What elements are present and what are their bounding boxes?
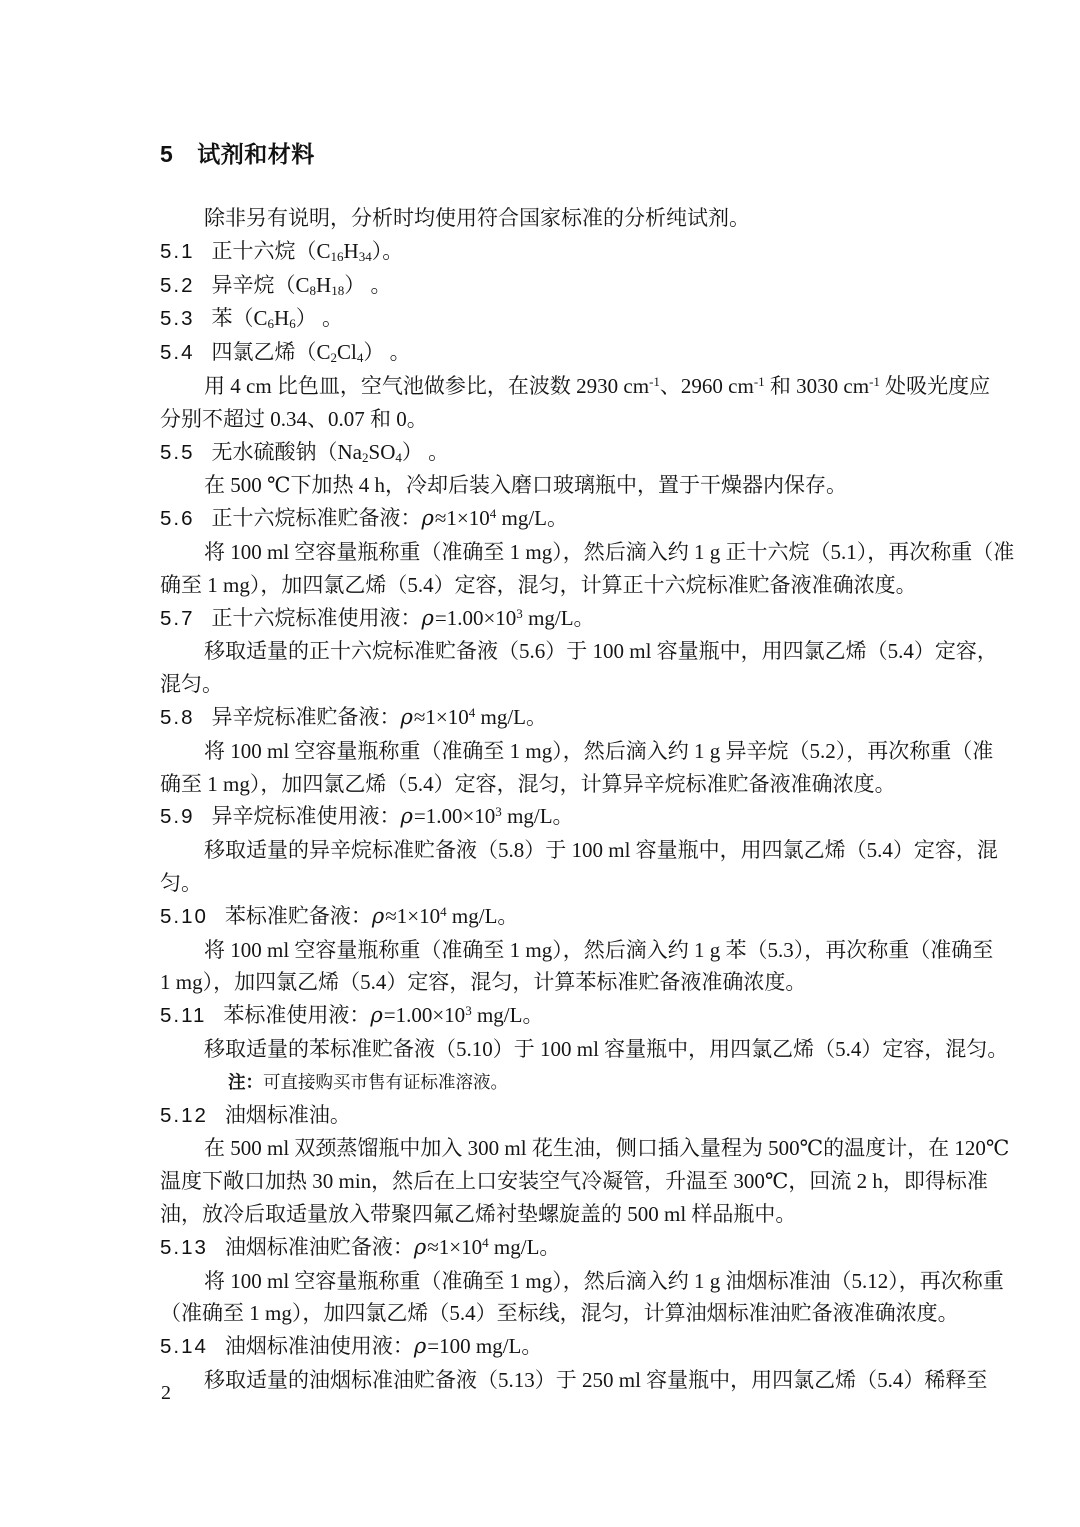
text-run: ）。 [371, 238, 404, 263]
text-run: ） 。 [363, 340, 411, 365]
clause-5.4 [160, 336, 928, 370]
clause-number: 5.6 [160, 507, 195, 531]
text-run: ≈1×10 [427, 1234, 483, 1259]
text-run: mg/L。 [471, 1003, 544, 1028]
text-run: 匀。 [160, 870, 202, 895]
text-run: mg/L。 [522, 605, 595, 630]
text-run: mg/L。 [488, 1234, 561, 1259]
text-run: 四氯乙烯（C [211, 340, 331, 365]
text-run: =100 mg/L。 [427, 1334, 543, 1359]
text-run: 在 500 ml 双颈蒸馏瓶中加入 300 ml 花生油，侧口插入量程为 500℃的温度计，在 120℃ [204, 1136, 1010, 1161]
text-run: 异辛烷标准使用液： [211, 804, 401, 829]
text-line [160, 370, 991, 403]
clause-number: 5.14 [160, 1335, 208, 1359]
text-run: 正十六烷标准贮备液： [211, 506, 422, 531]
text-line [160, 834, 998, 867]
rho-symbol: ρ [413, 1234, 427, 1259]
text-line [160, 1297, 959, 1330]
text-line [160, 635, 998, 668]
text-run: 分别不超过 0.34、0.07 和 0。 [160, 406, 428, 431]
text-line [160, 1033, 1009, 1066]
page-number: 2 [161, 1382, 171, 1404]
text-run: 苯（C [211, 306, 268, 331]
section-heading [160, 136, 928, 169]
rho-symbol: ρ [400, 704, 413, 729]
text-run: ≈1×10 [434, 506, 490, 531]
clause-5.3 [160, 302, 928, 336]
text-run: 油，放冷后取适量放入带聚四氟乙烯衬垫螺旋盖的 500 ml 样品瓶中。 [160, 1201, 797, 1226]
text-run: 移取适量的正十六烷标准贮备液（5.6）于 100 ml 容量瓶中，用四氯乙烯（5.4）定容， [204, 639, 998, 664]
subscript: 18 [331, 282, 345, 298]
clause-5.9 [160, 800, 928, 834]
clause-number: 5.3 [160, 307, 195, 331]
superscript: -1 [753, 373, 765, 389]
clause-number: 5.9 [160, 805, 195, 829]
text-run: 正十六烷标准使用液： [211, 605, 422, 630]
clause-number: 5.7 [160, 606, 195, 630]
text-run: 将 100 ml 空容量瓶称重（准确至 1 mg），然后滴入约 1 g 苯（5.3），再次称重（准确至 [204, 937, 994, 962]
text-run: 在 500 ℃下加热 4 h，冷却后装入磨口玻璃瓶中，置于干燥器内保存。 [204, 473, 847, 498]
text-run: 用 4 cm 比色皿，空气池做参比，在波数 2930 cm [204, 373, 650, 398]
section-number: 5 [160, 141, 174, 167]
text-run: =1.00×10 [434, 605, 517, 630]
text-run: 正十六烷（C [211, 238, 331, 263]
text-run: ≈1×10 [413, 704, 469, 729]
text-run: H [274, 306, 290, 331]
text-run: H [343, 238, 359, 263]
text-line [160, 1132, 1010, 1165]
text-run: 1 mg），加四氯乙烯（5.4）定容，混匀，计算苯标准贮备液准确浓度。 [160, 970, 807, 995]
text-line [160, 469, 928, 502]
subscript: 6 [267, 316, 275, 332]
clause-5.6 [160, 502, 928, 536]
subscript: 2 [330, 350, 338, 366]
text-line [160, 1364, 988, 1397]
text-line [160, 1198, 928, 1231]
text-run: 混匀。 [160, 672, 223, 697]
clause-5.14 [160, 1330, 928, 1364]
note-label: 注： [228, 1071, 263, 1092]
clause-number: 5.4 [160, 341, 195, 365]
text-run: 确至 1 mg），加四氯乙烯（5.4）定容，混匀，计算异辛烷标准贮备液准确浓度。 [160, 771, 896, 796]
text-run: =1.00×10 [383, 1003, 466, 1028]
rho-symbol: ρ [413, 1334, 427, 1359]
text-run: ≈1×10 [385, 903, 441, 928]
text-run: 除非另有说明，分析时均使用符合国家标准的分析纯试剂。 [204, 206, 750, 230]
text-run: 、2960 cm [659, 373, 754, 398]
clause-5.2 [160, 269, 928, 303]
section-title: 试剂和材料 [197, 141, 315, 167]
text-run: 可直接购买市售有证标准溶液。 [263, 1071, 508, 1092]
text-run: ） 。 [295, 306, 343, 331]
subscript: 4 [395, 449, 402, 465]
text-line [160, 569, 928, 602]
text-line [160, 202, 928, 235]
clause-5.5 [160, 436, 928, 470]
note-line [160, 1066, 928, 1099]
text-run: 异辛烷（C [211, 272, 310, 297]
text-run: 将 100 ml 空容量瓶称重（准确至 1 mg），然后滴入约 1 g 油烟标准油（5.12），再次称重 [204, 1268, 1004, 1293]
subscript: 6 [289, 316, 296, 332]
text-run: =1.00×10 [413, 804, 496, 829]
text-run: 无水硫酸钠（Na [211, 439, 362, 464]
text-run: 移取适量的异辛烷标准贮备液（5.8）于 100 ml 容量瓶中，用四氯乙烯（5.4）定容，混 [204, 838, 998, 863]
superscript: -1 [869, 373, 880, 389]
superscript: 4 [489, 506, 497, 522]
subscript: 34 [358, 248, 372, 264]
rho-symbol: ρ [371, 903, 385, 928]
text-run: 异辛烷标准贮备液： [211, 704, 401, 729]
clause-number: 5.13 [160, 1235, 208, 1259]
superscript: 4 [468, 704, 476, 720]
text-run: mg/L。 [496, 506, 568, 531]
clause-5.13 [160, 1231, 928, 1265]
rho-symbol: ρ [421, 605, 434, 630]
text-run: ） 。 [401, 439, 450, 464]
text-run: 将 100 ml 空容量瓶称重（准确至 1 mg），然后滴入约 1 g 异辛烷（5.2），再次称重（准 [204, 738, 994, 763]
clause-5.8 [160, 701, 928, 735]
text-line [160, 536, 1015, 569]
text-run: 处吸光度应 [879, 373, 991, 398]
superscript: 3 [516, 605, 523, 621]
clause-number: 5.10 [160, 904, 208, 928]
subscript: 2 [362, 449, 369, 465]
subscript: 8 [309, 282, 317, 298]
subscript: 16 [330, 248, 344, 264]
clause-number: 5.8 [160, 705, 195, 729]
clause-5.12 [160, 1099, 928, 1133]
text-run: ） 。 [344, 272, 392, 297]
document-content [160, 136, 1015, 1397]
text-run: mg/L。 [475, 704, 547, 729]
text-run: （准确至 1 mg），加四氯乙烯（5.4）至标线，混匀，计算油烟标准油贮备液准确浓度。 [160, 1301, 959, 1326]
clause-number: 5.11 [160, 1004, 207, 1028]
rho-symbol: ρ [421, 506, 434, 531]
document-body [160, 202, 1015, 1397]
clause-5.1 [160, 235, 928, 269]
text-line [160, 403, 928, 436]
text-run: mg/L。 [446, 903, 519, 928]
superscript: 4 [440, 903, 447, 919]
clause-5.7 [160, 602, 928, 636]
text-run: 油烟标准油贮备液： [224, 1234, 414, 1259]
text-run: Cl [337, 340, 357, 365]
text-line [160, 735, 994, 768]
text-line [160, 934, 994, 967]
text-run: 温度下敞口加热 30 min，然后在上口安装空气冷凝管，升温至 300℃，回流 2 h，即得标准 [160, 1169, 988, 1194]
clause-number: 5.2 [160, 273, 195, 297]
text-run: 苯标准贮备液： [224, 903, 372, 928]
clause-5.10 [160, 900, 928, 934]
clause-number: 5.5 [160, 440, 195, 464]
clause-5.11 [160, 999, 928, 1033]
text-run: 和 3030 cm [764, 373, 870, 398]
subscript: 4 [356, 350, 364, 366]
text-run: 油烟标准油使用液： [224, 1334, 414, 1359]
superscript: 3 [465, 1003, 472, 1019]
text-run: 确至 1 mg），加四氯乙烯（5.4）定容，混匀，计算正十六烷标准贮备液准确浓度。 [160, 572, 917, 597]
text-run: 油烟标准油。 [224, 1102, 351, 1127]
text-line [160, 867, 928, 900]
text-run: 苯标准使用液： [223, 1003, 371, 1028]
text-run: SO [368, 439, 396, 464]
rho-symbol: ρ [370, 1003, 383, 1028]
superscript: -1 [649, 373, 660, 389]
text-run: H [316, 272, 332, 297]
superscript: 4 [482, 1234, 489, 1250]
superscript: 3 [495, 804, 502, 820]
text-line [160, 966, 928, 999]
text-line [160, 1165, 988, 1198]
text-line [160, 768, 928, 801]
rho-symbol: ρ [400, 804, 413, 829]
text-line [160, 1265, 1004, 1298]
text-run: 移取适量的油烟标准油贮备液（5.13）于 250 ml 容量瓶中，用四氯乙烯（5.4）稀释至 [204, 1367, 988, 1392]
text-run: 将 100 ml 空容量瓶称重（准确至 1 mg），然后滴入约 1 g 正十六烷（5.1），再次称重（准 [204, 539, 1015, 564]
text-run: 移取适量的苯标准贮备液（5.10）于 100 ml 容量瓶中，用四氯乙烯（5.4）定容，混匀。 [204, 1036, 1009, 1061]
text-run: mg/L。 [501, 804, 574, 829]
clause-number: 5.1 [160, 239, 195, 263]
text-line [160, 668, 928, 701]
clause-number: 5.12 [160, 1103, 208, 1127]
